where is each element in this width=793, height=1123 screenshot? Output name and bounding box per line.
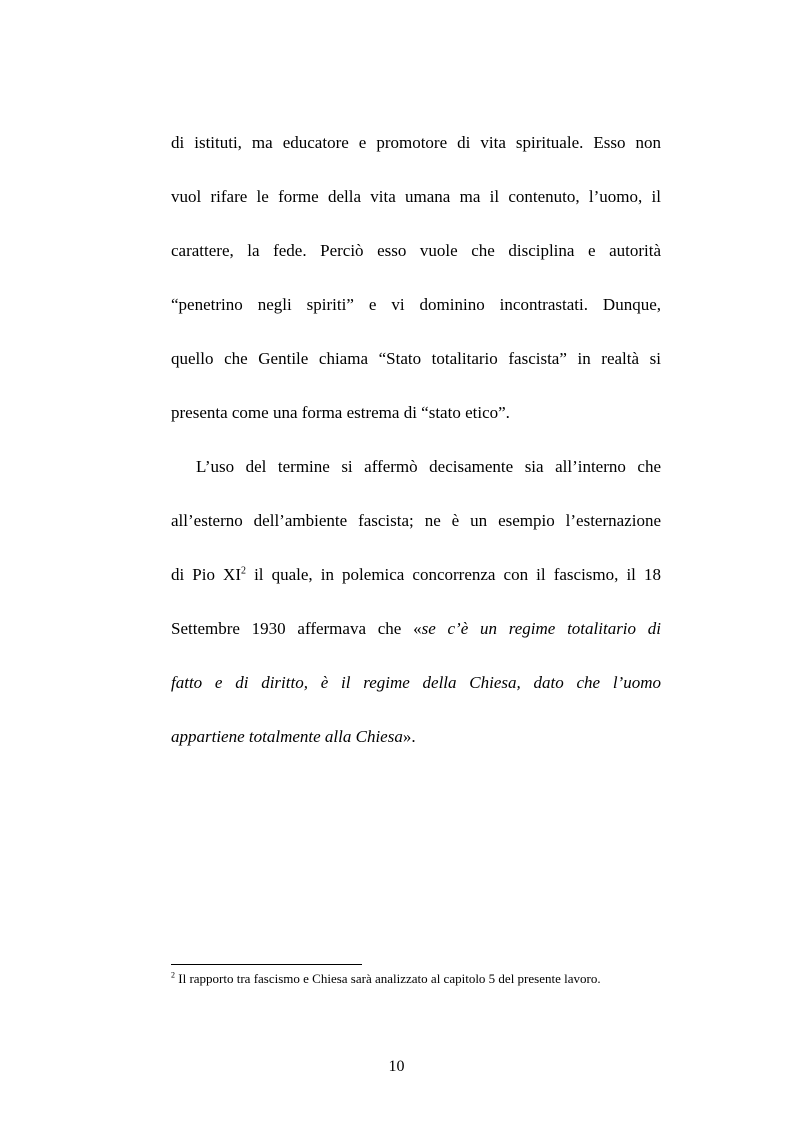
footnote-separator bbox=[171, 964, 362, 965]
text-segment: Settembre 1930 affermava che « bbox=[171, 619, 422, 638]
text-line: all’esterno dell’ambiente fascista; ne è un esempio l’esternazione bbox=[171, 511, 661, 530]
footnote-reference[interactable]: 2 bbox=[241, 565, 246, 577]
footnote bbox=[171, 971, 671, 987]
text-segment: il quale, in polemica concorrenza con il fascismo, il 18 bbox=[246, 565, 661, 584]
quote-segment: appartiene totalmente alla Chiesa bbox=[171, 727, 403, 746]
text-line: di istituti, ma educatore e promotore di vita spirituale. Esso non bbox=[171, 133, 661, 152]
quote-segment: fatto e di diritto, è il regime della Chiesa, dato che l’uomo bbox=[171, 673, 661, 692]
footnote-text: Il rapporto tra fascismo e Chiesa sarà analizzato al capitolo 5 del presente lavoro. bbox=[175, 971, 601, 986]
text-line: carattere, la fede. Perciò esso vuole che disciplina e autorità bbox=[171, 241, 661, 260]
text-line: vuol rifare le forme della vita umana ma il contenuto, l’uomo, il bbox=[171, 187, 661, 206]
text-line: L’uso del termine si affermò decisamente sia all’interno che bbox=[196, 457, 661, 476]
text-line: “penetrino negli spiriti” e vi dominino incontrastati. Dunque, bbox=[171, 295, 661, 314]
text-segment: di Pio XI bbox=[171, 565, 241, 584]
footnote-number: 2 bbox=[171, 970, 175, 980]
text-line bbox=[171, 727, 661, 747]
text-line: quello che Gentile chiama “Stato totalitario fascista” in realtà si bbox=[171, 349, 661, 368]
text-line-with-footnote-ref bbox=[171, 565, 661, 585]
text-segment: ». bbox=[402, 727, 416, 746]
text-line bbox=[171, 673, 661, 693]
text-line bbox=[171, 619, 661, 639]
page-number: 10 bbox=[388, 1058, 405, 1075]
quote-segment: se c’è un regime totalitario di bbox=[421, 619, 662, 638]
text-line: presenta come una forma estrema di “stato etico”. bbox=[171, 403, 510, 422]
